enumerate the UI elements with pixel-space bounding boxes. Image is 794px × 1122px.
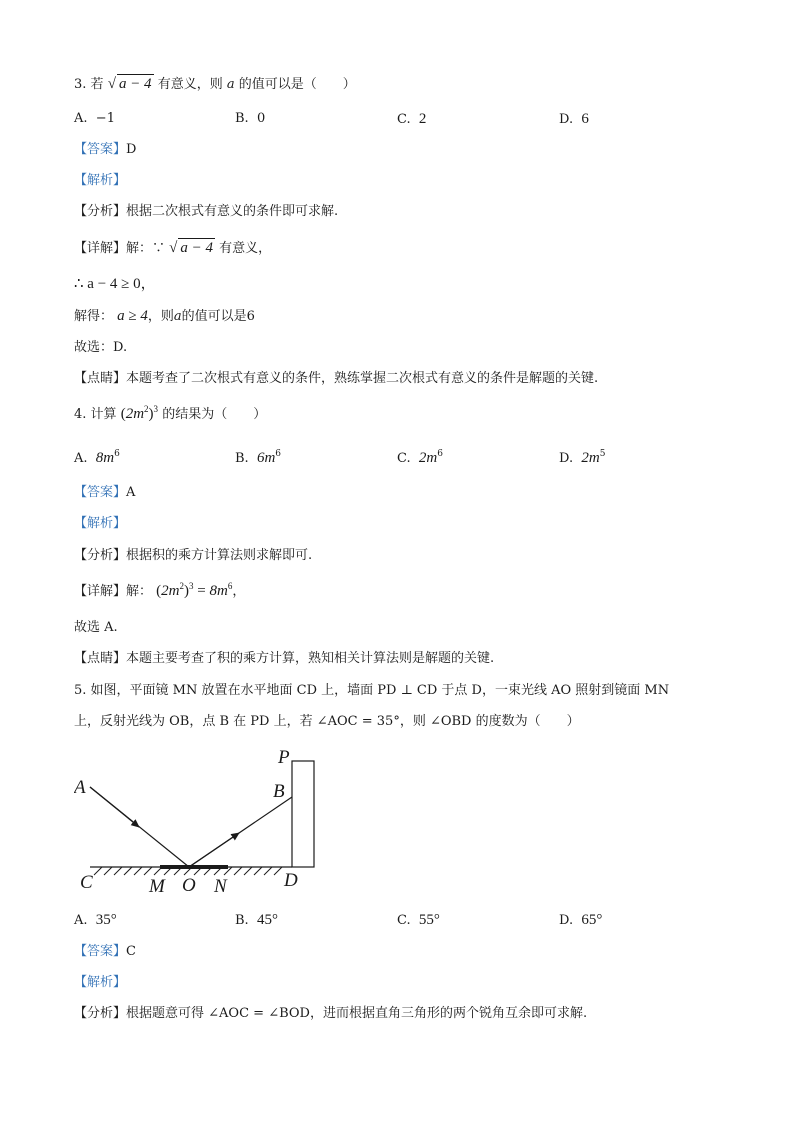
q5-option-a: A. 35° — [74, 912, 117, 928]
q3-stem-post: 的值可以是（ ） — [238, 77, 356, 92]
q3-xiangjie-radicand: a − 4 — [180, 240, 214, 256]
q4-answer: 【答案】A — [74, 485, 136, 500]
label-a: A — [74, 777, 86, 798]
q5-stem-line1: 5. 如图，平面镜 MN 放置在水平地面 CD 上，墙面 PD ⊥ CD 于点 D，一束光线 AO 照射到镜面 MN — [74, 683, 670, 698]
q5-figure — [74, 745, 334, 895]
label-o: O — [182, 875, 196, 895]
q4-option-b: B. $6m^6$ — [235, 449, 282, 466]
ray-ao-arrow — [90, 787, 139, 827]
q5-option-d: D. 65° — [559, 912, 603, 928]
q3-step2: 解得： a ≥ 4，则a的值可以是6 — [74, 308, 255, 324]
q4-analysis-tag: 【解析】 — [74, 516, 127, 531]
q3-analysis-tag: 【解析】 — [74, 173, 127, 188]
q3-option-b: B. 0 — [235, 111, 266, 126]
q5-answer: 【答案】C — [74, 944, 136, 959]
q3-option-d: D. 6 — [559, 111, 589, 127]
q3-choose: 故选：D. — [74, 340, 128, 355]
label-b: B — [273, 781, 285, 802]
q3-option-a: A. −1 — [74, 111, 115, 126]
q4-stem: 4. 计算 $(2m^2)^3$ 的结果为（ ） — [74, 404, 267, 422]
q4-dianjing: 【点睛】本题主要考查了积的乘方计算，熟知相关计算法则是解题的关键. — [74, 651, 495, 666]
ray-ob-arrow — [189, 833, 239, 867]
q5-option-c: C. 55° — [397, 912, 440, 928]
label-p: P — [278, 747, 290, 768]
q3-fenxi: 【分析】根据二次根式有意义的条件即可求解. — [74, 204, 339, 219]
q4-expression: $(2m^2)^3$ — [120, 404, 159, 422]
label-d: D — [284, 870, 298, 891]
wall-pd — [292, 761, 314, 867]
q4-option-d: D. $2m^5$ — [559, 449, 606, 466]
q4-xiangjie: 【详解】解： $(2m^2)^3 = 8m^6$， — [74, 581, 246, 599]
q5-stem-line2: 上，反射光线为 OB，点 B 在 PD 上，若 ∠AOC = 35°，则 ∠OBD 的度数为（ ） — [74, 714, 580, 729]
q3-radicand: a − 4 — [118, 76, 152, 92]
q3-option-c: C. 2 — [397, 111, 427, 127]
q3-var: a — [226, 77, 235, 92]
q4-fenxi: 【分析】根据积的乘方计算法则求解即可. — [74, 548, 313, 563]
q3-number: 3. — [74, 77, 87, 92]
q5-option-b: B. 45° — [235, 912, 278, 928]
q4-option-a: A. $8m^6$ — [74, 449, 120, 466]
answer-tag: 【答案】 — [74, 142, 127, 157]
label-c: C — [80, 872, 93, 893]
mirror-mn — [160, 865, 228, 869]
q3-sqrt: √ a − 4 — [107, 76, 152, 92]
q4-choose: 故选 A. — [74, 620, 118, 635]
label-m: M — [149, 876, 165, 895]
label-n: N — [214, 876, 227, 895]
q3-step1: ∴ a − 4 ≥ 0， — [74, 276, 156, 292]
answer-value: D — [126, 142, 137, 157]
q3-answer — [74, 141, 136, 159]
q3-stem-pre: 若 — [90, 77, 104, 92]
q3-stem-mid: 有意义，则 — [157, 77, 223, 92]
q5-analysis-tag: 【解析】 — [74, 975, 127, 990]
q4-option-c: C. $2m^6$ — [397, 449, 443, 466]
q5-fenxi: 【分析】根据题意可得 ∠AOC = ∠BOD，进而根据直角三角形的两个锐角互余即可求解. — [74, 1006, 588, 1021]
q3-dianjing: 【点睛】本题考查了二次根式有意义的条件，熟练掌握二次根式有意义的条件是解题的关键. — [74, 371, 599, 386]
q3-stem — [74, 74, 356, 94]
q3-xiangjie: 【详解】解：∵ √ a − 4 有意义， — [74, 240, 272, 256]
